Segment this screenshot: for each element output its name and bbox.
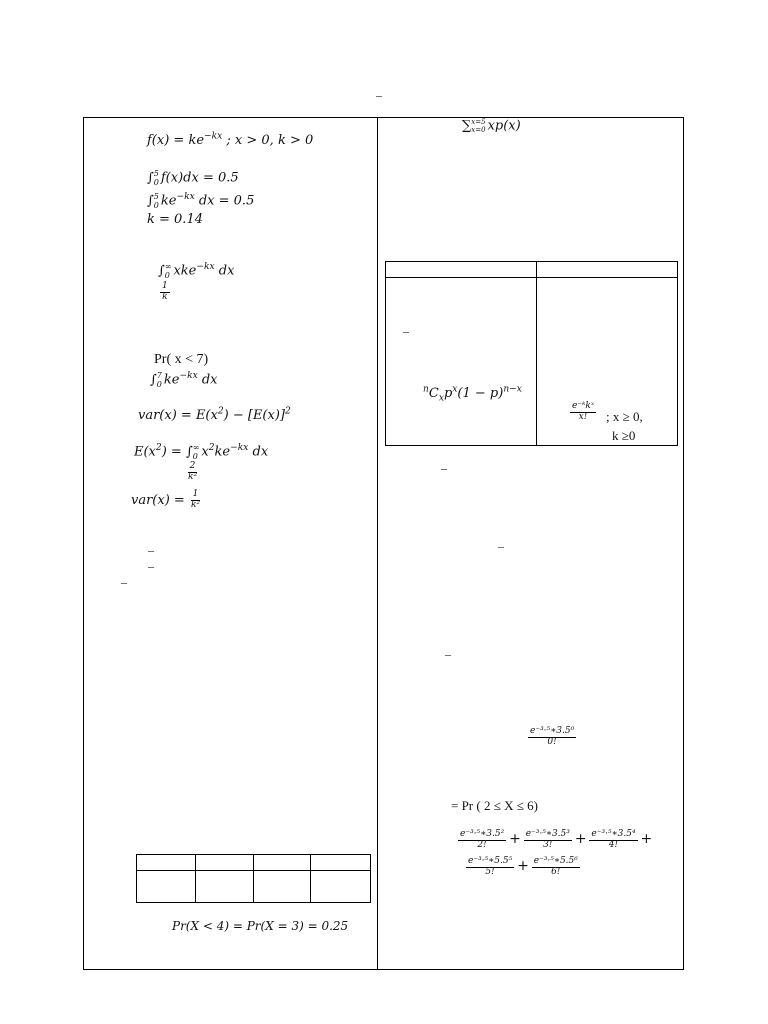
table-cell — [253, 871, 311, 903]
x-superscript: x — [452, 384, 458, 395]
integral-body: xke — [173, 263, 197, 279]
binomial-complement: (1 − p) — [457, 386, 504, 401]
table-header-cell — [536, 262, 677, 278]
table-cell — [253, 855, 311, 871]
table-cell — [311, 871, 371, 903]
fraction-numerator: 2 — [189, 461, 196, 471]
second-moment-equation — [134, 443, 268, 461]
lower-limit: 0 — [156, 380, 162, 389]
term-numerator: e⁻³·⁵∗3.5⁴ — [591, 829, 636, 839]
integral-body: x — [201, 444, 209, 460]
table-header-cell — [386, 262, 537, 278]
variance-result — [131, 490, 202, 511]
upper-limit: 5 — [153, 169, 159, 178]
lower-limit: 0 — [153, 178, 159, 187]
poisson-numerator: e⁻ᵏkˣ — [572, 401, 595, 411]
exponent: −kx — [179, 371, 198, 382]
pdf-text: f(x) = ke — [147, 133, 205, 148]
integral-limits — [165, 262, 172, 280]
variance-result-text: var(x) = — [131, 492, 189, 508]
equals: ) = — [161, 444, 186, 460]
variance-definition — [138, 408, 291, 423]
fraction-denominator: k² — [188, 471, 198, 482]
fraction-numerator: 1 — [192, 489, 199, 499]
upper-limit: ∞ — [192, 443, 200, 452]
binomial-cell — [386, 278, 537, 446]
table-row — [137, 871, 371, 903]
table-cell — [137, 871, 196, 903]
integral-sign: ∫ — [147, 170, 154, 186]
sum-body: xp(x) — [487, 118, 521, 134]
expectation-sum — [462, 118, 521, 134]
plus-sign: + — [517, 857, 529, 874]
integral-tail: dx — [214, 263, 235, 279]
term-denominator: 2! — [477, 839, 487, 850]
bottom-equation: Pr(X < 4) = Pr(X = 3) = 0.25 — [172, 919, 349, 933]
left-dash-1: – — [148, 543, 154, 557]
squared: 2 — [208, 443, 215, 454]
integral-tail: dx = 0.5 — [194, 193, 255, 209]
plus-sign: + — [574, 830, 587, 847]
k-value: k = 0.14 — [147, 212, 203, 227]
left-table — [136, 854, 371, 903]
mean-fraction — [160, 282, 170, 303]
second-moment-fraction — [186, 462, 199, 483]
term-denominator: 6! — [551, 866, 561, 877]
binomial-formula — [423, 384, 522, 404]
exponent: −kx — [230, 443, 249, 454]
exponent: −kx — [196, 262, 215, 273]
sum-limits — [471, 118, 485, 134]
lower-limit: 0 — [164, 271, 170, 280]
plus-sign: + — [640, 830, 653, 847]
probability-range: = Pr ( 2 ≤ X ≤ 6) — [451, 798, 538, 813]
table-dash: – — [403, 324, 409, 338]
probability-label: Pr( x < 7) — [154, 352, 209, 367]
exponent: −kx — [176, 192, 195, 203]
lower-limit: 0 — [192, 452, 198, 461]
lower-limit: 0 — [153, 201, 159, 210]
table-cell — [311, 855, 371, 871]
right-dash-2: – — [498, 539, 504, 553]
integral-body-2: ke — [214, 444, 231, 460]
table-row — [137, 855, 371, 871]
complement-exponent: n−x — [503, 384, 522, 395]
integral-equation-1 — [147, 169, 239, 187]
upper-limit: 7 — [156, 371, 162, 380]
term-denominator: 4! — [608, 839, 619, 850]
pdf-exponent: −kx — [204, 131, 223, 142]
term-numerator: e⁻³·⁵∗5.5⁵ — [468, 856, 513, 866]
fraction-denominator: k² — [190, 499, 201, 510]
upper-limit: x=5 — [471, 118, 486, 126]
header-dash: – — [376, 88, 382, 102]
variance-text: var(x) = E(x — [138, 408, 218, 423]
integral-limits — [157, 371, 162, 389]
binomial-p: p — [443, 386, 453, 401]
integral-sign: ∫ — [150, 372, 157, 388]
mean-integral — [158, 262, 234, 280]
integral-sign: ∫ — [147, 193, 154, 209]
integral-body: ke — [163, 372, 180, 388]
integral-sign: ∫ — [185, 444, 193, 460]
lower-limit: x=0 — [471, 126, 486, 134]
integral-body: ke — [160, 193, 177, 209]
table-header-row — [386, 262, 678, 278]
term-denominator: 3! — [543, 839, 553, 850]
left-dash-2: – — [148, 559, 154, 573]
integral-limits — [154, 192, 159, 210]
fraction-numerator: e⁻³·⁵∗3.5⁰ — [530, 726, 575, 736]
binomial-c: C — [428, 386, 439, 401]
probability-integral — [150, 371, 218, 389]
table-cell — [137, 855, 196, 871]
table-cell — [196, 871, 254, 903]
term-denominator: 5! — [485, 866, 495, 877]
pdf-equation — [147, 133, 313, 148]
fraction-denominator: k — [162, 291, 168, 302]
x-subscript: x — [438, 393, 444, 404]
integral-sign: ∫ — [158, 263, 165, 279]
second-moment-label: E(x — [134, 444, 156, 460]
squared: 2 — [155, 443, 162, 454]
upper-limit: ∞ — [164, 262, 172, 271]
term-numerator: e⁻³·⁵∗3.5³ — [525, 829, 570, 839]
n-superscript: n — [423, 384, 429, 395]
term-numerator: e⁻³·⁵∗5.5⁶ — [533, 856, 578, 866]
fraction-denominator: 0! — [547, 736, 557, 747]
sum-sign: ∑ — [462, 118, 472, 134]
left-dash-3: – — [121, 575, 127, 589]
poisson-terms-row-2 — [466, 857, 580, 878]
upper-limit: 5 — [153, 192, 159, 201]
integral-limits — [193, 443, 200, 461]
table-cell — [196, 855, 254, 871]
poisson-condition-2: k ≥0 — [612, 428, 636, 443]
variance-tail: ) − [E(x)] — [223, 408, 285, 423]
poisson-denominator: x! — [578, 411, 588, 422]
integral-tail: dx — [197, 372, 218, 388]
right-dash-1: – — [441, 461, 447, 475]
fraction-numerator: 1 — [162, 281, 168, 291]
poisson-terms-row-1 — [458, 830, 652, 851]
squared: 2 — [217, 406, 224, 417]
term-numerator: e⁻³·⁵∗3.5² — [460, 829, 505, 839]
column-divider — [377, 117, 378, 970]
right-dash-3: – — [445, 647, 451, 661]
integral-body: f(x)dx = 0.5 — [160, 170, 239, 186]
p0-fraction — [528, 727, 576, 748]
poisson-fraction — [570, 402, 596, 423]
plus-sign: + — [509, 830, 521, 847]
integral-limits — [154, 169, 159, 187]
integral-equation-2 — [147, 192, 254, 210]
pdf-condition: ; x > 0, k > 0 — [222, 133, 314, 148]
squared: 2 — [284, 406, 291, 417]
poisson-condition: ; x ≥ 0, — [606, 409, 643, 424]
integral-tail: dx — [248, 444, 269, 460]
